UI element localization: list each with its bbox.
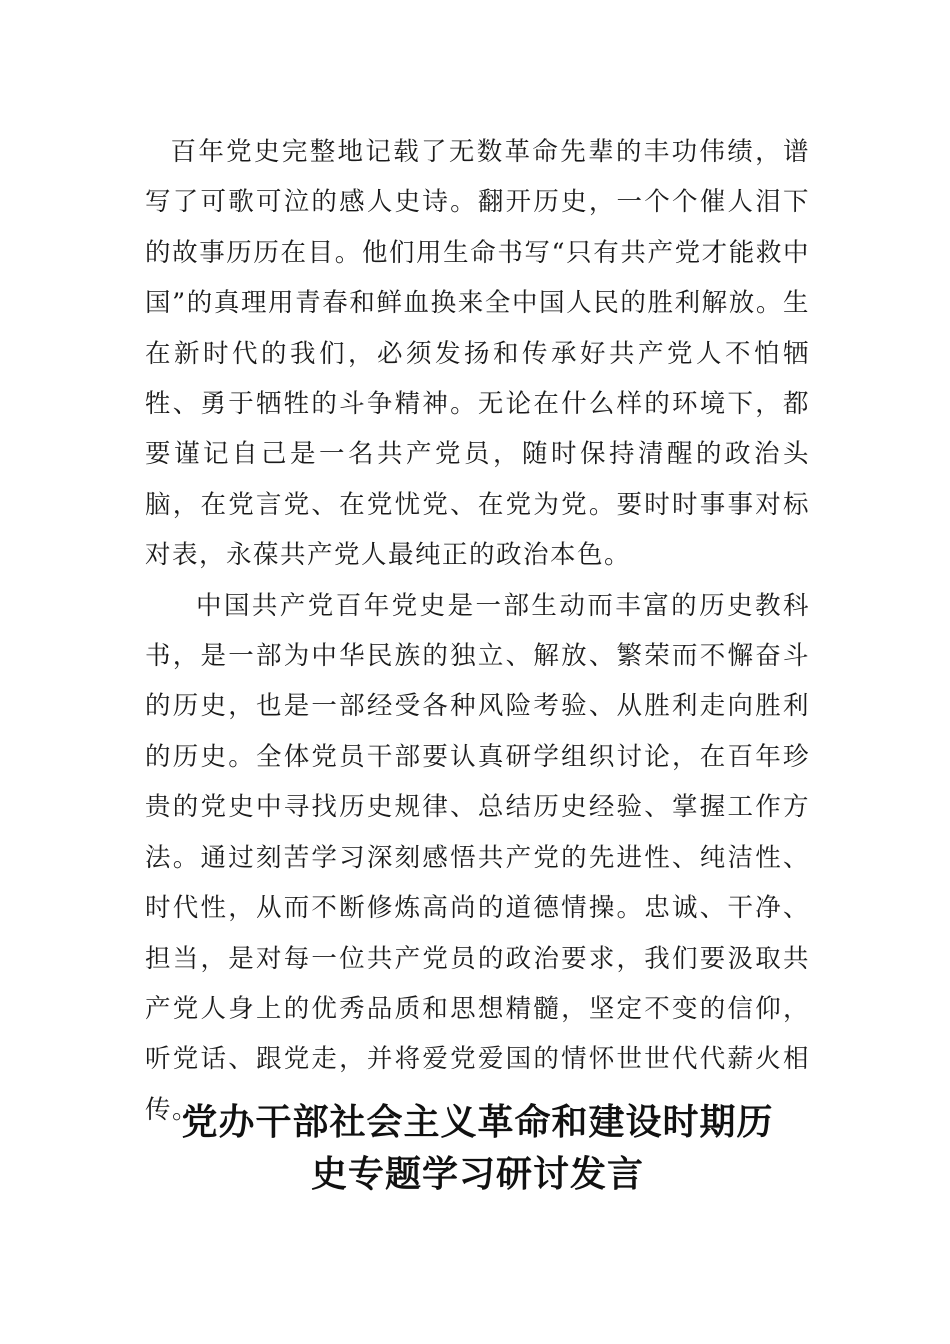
heading-line-2: 史专题学习研讨发言: [310, 1154, 644, 1195]
heading-line-1: 党办干部社会主义革命和建设时期历: [181, 1102, 774, 1143]
paragraph-1: 百年党史完整地记载了无数革命先辈的丰功伟绩，谱写了可歌可泣的感人史诗。翻开历史，一个个催人泪下的故事历历在目。他们用生命书写“只有共产党才能救中国”的真理用青春和鲜血换来全中国人民的胜利解放。生在新时代的我们，必须发扬和传承好共产党人不怕牺牲、勇于牺牲的斗争精神。无论在什么样的环境下，都要谨记自己是一名共产党员，随时保持清醒的政治头脑，在党言党、在党忧党、在党为党。要时时事事对标对表，永葆共产党人最纯正的政治本色。: [145, 137, 810, 571]
section-heading: [145, 1097, 810, 1201]
paragraph-2: 中国共产党百年党史是一部生动而丰富的历史教科书，是一部为中华民族的独立、解放、繁荣而不懈奋斗的历史，也是一部经受各种风险考验、从胜利走向胜利的历史。全体党员干部要认真研学组织讨论，在百年珍贵的党史中寻找历史规律、总结历史经验、掌握工作方法。通过刻苦学习深刻感悟共产党的先进性、纯洁性、时代性，从而不断修炼高尚的道德情操。忠诚、干净、担当，是对每一位共产党员的政治要求，我们要汲取共产党人身上的优秀品质和思想精髓，坚定不变的信仰，听党话、跟党走，并将爱党爱国的情怀世世代代薪火相传。: [145, 590, 810, 1125]
document-body: [145, 127, 810, 1135]
